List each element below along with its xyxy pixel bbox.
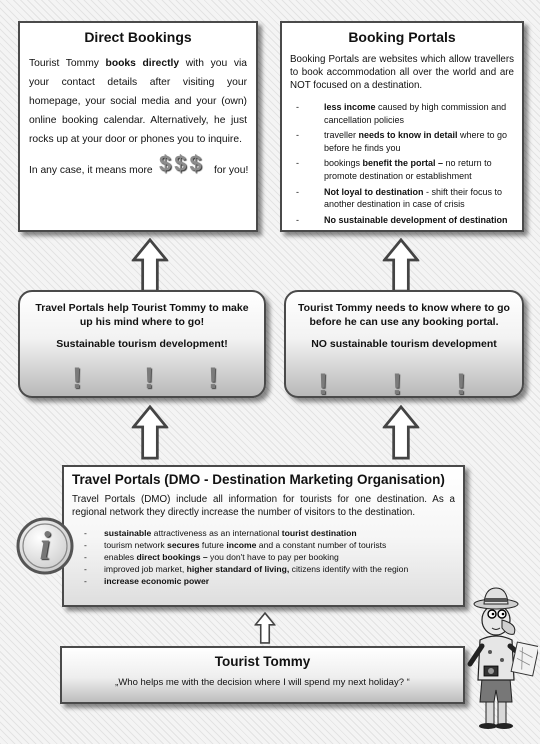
info-letter: i	[39, 523, 51, 568]
exclamation-icon: !	[72, 362, 82, 395]
tourist-tommy-box	[60, 646, 465, 704]
list-item: - bookings benefit the portal – no return to promote destination or establishment	[290, 157, 514, 182]
booking-portals-intro: Booking Portals are websites which allow travellers to book accommodation all over the world and are NOT focused on a destination.	[290, 54, 514, 91]
exclamation-icon: !	[144, 362, 154, 395]
up-arrow-icon	[253, 612, 277, 644]
dmo-box	[62, 465, 465, 607]
up-arrow-icon	[382, 238, 420, 293]
list-item: - traveller needs to know in detail where to go before he finds you	[290, 129, 514, 154]
direct-bookings-box	[18, 21, 258, 232]
list-item: - less income caused by high commission and cancellation policies	[290, 101, 514, 126]
conclusion-suffix: for you!	[214, 165, 249, 176]
exclamation-icon: !	[392, 368, 402, 401]
tourist-tommy-quote: „Who helps me with the decision where I will spend my next holiday? “	[115, 677, 410, 688]
exclamation-icon: !	[456, 368, 466, 401]
text-run-bold: books directly	[105, 58, 180, 69]
tommy-needs-text: Tourist Tommy needs to know where to go before he can use any booking portal.	[298, 302, 510, 328]
direct-bookings-conclusion	[29, 151, 259, 195]
info-icon	[15, 516, 75, 576]
up-arrow-icon	[382, 405, 420, 460]
direct-bookings-title: Direct Bookings	[84, 29, 192, 45]
direct-bookings-text	[29, 54, 247, 149]
list-item: - sustainable attractiveness as an international tourist destination	[78, 527, 455, 539]
dollar-signs: $$$	[159, 151, 205, 176]
list-item: - enables direct bookings – you don't have to pay per booking	[78, 551, 455, 563]
list-item: - tourism network secures future income and a constant number of tourists	[78, 539, 455, 551]
text-run: with you via your contact details after visiting your homepage, your social media and your (own) online booking calendar. Alternatively, he just rocks up at your door or phones you to inquire.	[29, 58, 247, 145]
travel-portals-help-text: Travel Portals help Tourist Tommy to make up his mind where to go!	[35, 302, 249, 328]
booking-portals-list	[290, 101, 514, 226]
booking-portals-box	[280, 21, 524, 232]
booking-portals-title: Booking Portals	[348, 29, 456, 45]
text-run: Tourist Tommy	[29, 58, 106, 69]
tourist-tommy-illustration	[452, 580, 538, 730]
dmo-benefits-list	[78, 527, 455, 587]
sustainable-development-text: Sustainable tourism development!	[56, 338, 228, 350]
dmo-title: Travel Portals (DMO - Destination Marketing Organisation)	[72, 472, 445, 487]
travel-portals-help-box	[18, 290, 266, 398]
exclamation-icon: !	[208, 362, 218, 395]
dmo-intro: Travel Portals (DMO) include all information for tourists for one destination. As a regional network they directly increase the number of visitors to the destination.	[72, 494, 455, 518]
up-arrow-icon	[131, 238, 169, 293]
no-sustainable-text: NO sustainable tourism development	[311, 338, 497, 350]
list-item: - No sustainable development of destination	[290, 214, 514, 227]
up-arrow-icon	[131, 405, 169, 460]
list-item: - increase economic power	[78, 575, 455, 587]
tommy-needs-box	[284, 290, 524, 401]
exclamation-icon: !	[318, 368, 328, 401]
tourist-tommy-title: Tourist Tommy	[214, 654, 311, 669]
list-item: - improved job market, higher standard of living, citizens identify with the region	[78, 563, 455, 575]
conclusion-text: In any case, it means more	[29, 165, 153, 176]
list-item: - Not loyal to destination - shift their focus to another destination in case of crisis	[290, 186, 514, 211]
